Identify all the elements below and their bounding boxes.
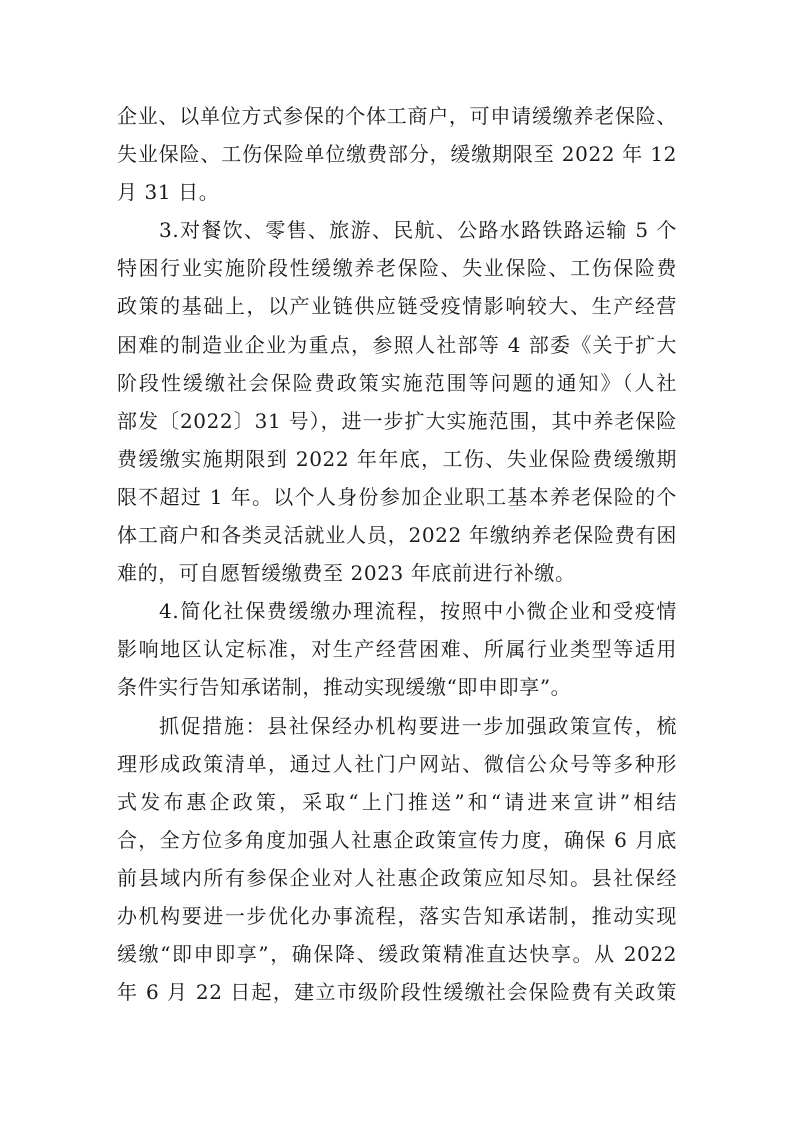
text-line: 条件实行告知承诺制，推动实现缓缴“即申即享”。 (117, 675, 572, 700)
text-line: 4.简化社保费缓缴办理流程，按照中小微企业和受疫情 (159, 599, 677, 624)
text-line: 限不超过 1 年。以个人身份参加企业职工基本养老保险的个 (117, 484, 677, 509)
text-line: 特困行业实施阶段性缓缴养老保险、失业保险、工伤保险费 (117, 256, 677, 281)
text-line: 办机构要进一步优化办事流程，落实告知承诺制，推动实现 (117, 903, 677, 928)
text-line: 缓缴“即申即享”，确保降、缓政策精准直达快享。从 2022 (117, 942, 677, 967)
text-line: 政策的基础上，以产业链供应链受疫情影响较大、生产经营 (117, 294, 677, 319)
text-line: 式发布惠企政策，采取“上门推送”和“请进来宣讲”相结 (117, 789, 677, 814)
paragraph-measures (117, 707, 677, 1012)
text-line: 前县域内所有参保企业对人社惠企政策应知尽知。县社保经 (117, 865, 677, 890)
text-line: 失业保险、工伤保险单位缴费部分，缓缴期限至 2022 年 12 (117, 142, 677, 167)
text-line: 费缓缴实施期限到 2022 年年底，工伤、失业保险费缓缴期 (117, 446, 677, 471)
text-line: 阶段性缓缴社会保险费政策实施范围等问题的通知》（人社 (117, 370, 677, 395)
text-line: 企业、以单位方式参保的个体工商户，可申请缓缴养老保险、 (117, 104, 677, 128)
text-line: 合，全方位多角度加强人社惠企政策宣传力度，确保 6 月底 (117, 827, 677, 852)
text-line: 抓促措施：县社保经办机构要进一步加强政策宣传，梳 (159, 713, 677, 738)
paragraph-item-4 (117, 592, 677, 706)
text-line: 年 6 月 22 日起，建立市级阶段性缓缴社会保险费有关政策 (117, 980, 677, 1005)
text-line: 3.对餐饮、零售、旅游、民航、公路水路铁路运输 5 个 (159, 218, 677, 243)
text-line: 困难的制造业企业为重点，参照人社部等 4 部委《关于扩大 (117, 332, 677, 357)
text-line: 影响地区认定标准，对生产经营困难、所属行业类型等适用 (117, 637, 677, 662)
text-line: 理形成政策清单，通过人社门户网站、微信公众号等多种形 (117, 751, 677, 776)
paragraph-item-3 (117, 211, 677, 592)
paragraph-continuation (117, 97, 677, 211)
text-line: 部发〔2022〕31 号），进一步扩大实施范围，其中养老保险 (117, 408, 677, 433)
text-line: 月 31 日。 (117, 180, 220, 205)
document-page (117, 97, 677, 1011)
text-line: 体工商户和各类灵活就业人员，2022 年缴纳养老保险费有困 (117, 523, 677, 548)
text-line: 难的，可自愿暂缓缴费至 2023 年底前进行补缴。 (117, 561, 576, 586)
